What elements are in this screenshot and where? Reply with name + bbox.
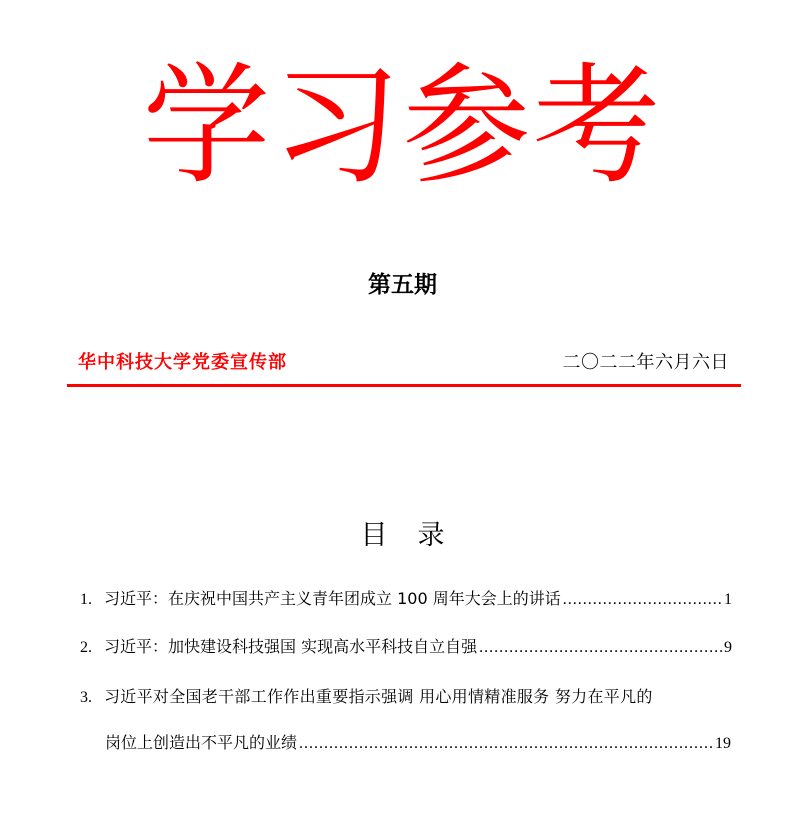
publisher-department: 华中科技大学党委宣传部 bbox=[78, 352, 287, 373]
toc-item-3[interactable] bbox=[80, 683, 732, 711]
toc-leader-dots bbox=[563, 586, 722, 614]
masthead-title: 学习参考 bbox=[142, 50, 663, 203]
toc-item-number: 1. bbox=[80, 591, 92, 608]
toc-item-number: 3. bbox=[80, 689, 92, 706]
toc-title bbox=[0, 516, 805, 556]
publication-date: 二〇二二年六月六日 bbox=[562, 352, 729, 373]
toc-leader-dots bbox=[299, 730, 713, 758]
toc-item-number: 2. bbox=[80, 639, 92, 656]
toc-item-page: 19 bbox=[715, 735, 731, 752]
header-divider bbox=[67, 384, 741, 387]
toc-item-title-line2: 岗位上创造出不平凡的业绩 bbox=[105, 733, 298, 752]
issue-number: 第五期 bbox=[368, 271, 437, 298]
toc-title-char-1: 目 bbox=[360, 520, 388, 551]
toc-title-char-2: 录 bbox=[417, 520, 445, 551]
toc-item-page: 1 bbox=[724, 591, 732, 608]
toc-item-page: 9 bbox=[724, 639, 732, 656]
toc-item-title-line1: 习近平对全国老干部工作作出重要指示强调 用心用情精准服务 努力在平凡的 bbox=[104, 687, 653, 706]
toc-item-3-continued[interactable] bbox=[105, 729, 731, 757]
toc-leader-dots bbox=[479, 634, 722, 662]
toc-item-1[interactable] bbox=[80, 585, 732, 613]
toc-item-title: 习近平：在庆祝中国共产主义青年团成立 100 周年大会上的讲话 bbox=[104, 589, 561, 608]
toc-item-2[interactable] bbox=[80, 633, 732, 661]
toc-item-title: 习近平：加快建设科技强国 实现高水平科技自立自强 bbox=[104, 637, 478, 656]
